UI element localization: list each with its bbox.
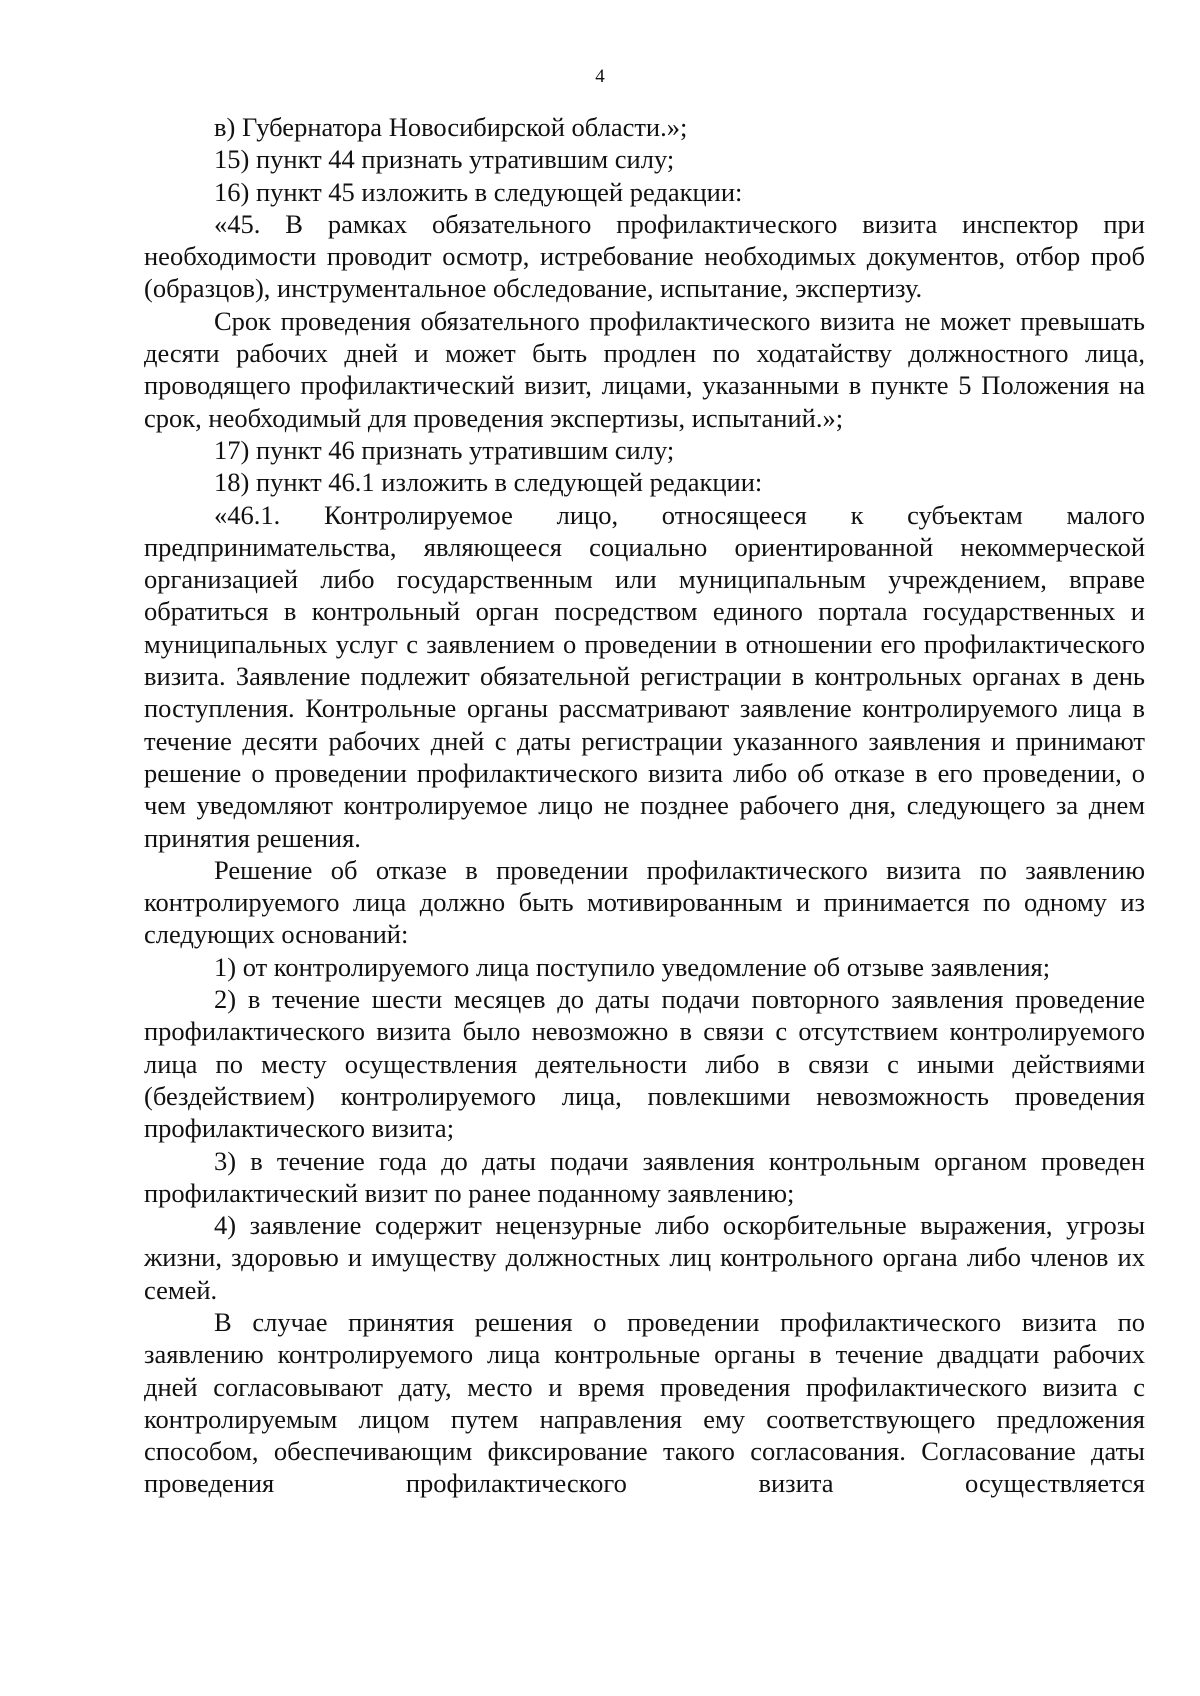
paragraph-item-v-governor: в) Губернатора Новосибирской области.»;	[214, 112, 688, 142]
page-number: 4	[595, 66, 605, 87]
document-body	[144, 111, 1145, 1500]
paragraph-ground-1: 1) от контролируемого лица поступило уведомление об отзыве заявления;	[214, 951, 1051, 982]
paragraph-ground-3: 3) в течение года до даты подачи заявления контрольным органом проведен профилактический визит по ранее поданному заявлению;	[144, 1145, 1145, 1208]
paragraph-refusal-decision: Решение об отказе в проведении профилактического визита по заявлению контролируемого лица должно быть мотивированным и принимается по одному из следующих оснований:	[144, 854, 1145, 950]
paragraph-item-17: 17) пункт 46 признать утратившим силу;	[214, 434, 675, 465]
paragraph-item-18: 18) пункт 46.1 изложить в следующей редакции:	[214, 467, 763, 498]
paragraph-ground-2: 2) в течение шести месяцев до даты подачи повторного заявления проведение профилактического визита было невозможно в связи с отсутствием контролируемого лица по месту осуществления деятельности либо в связи с иными действиями (бездействием) контролируемого лица, повлекшими невозможность проведения профилактического визита;	[144, 984, 1145, 1144]
paragraph-item-15: 15) пункт 44 признать утратившим силу;	[214, 144, 675, 175]
paragraph-visit-agreement: В случае принятия решения о проведении профилактического визита по заявлению контролируемого лица контрольные органы в течение двадцати рабочих дней согласовывают дату, место и время проведения профилактического визита с контролируемым лицом путем направления ему соответствующего предложения способом, обеспечивающим фиксирование такого согласования. Согласование даты проведения профилактического визита осуществляется	[144, 1306, 1145, 1499]
paragraph-clause-46-1: «46.1. Контролируемое лицо, относящееся к субъектам малого предпринимательства, являющееся социально ориентированной некоммерческой организацией либо государственным или муниципальным учреждением, вправе обратиться в контрольный орган посредством единого портала государственных и муниципальных услуг с заявлением о проведении в отношении его профилактического визита. Заявление подлежит обязательной регистрации в контрольных органах в день поступления. Контрольные органы рассматривают заявление контролируемого лица в течение десяти рабочих дней с даты регистрации указанного заявления и принимают решение о проведении профилактического визита либо об отказе в его проведении, о чем уведомляют контролируемое лицо не позднее рабочего дня, следующего за днем принятия решения.	[144, 499, 1145, 853]
paragraph-clause-45: «45. В рамках обязательного профилактического визита инспектор при необходимости проводит осмотр, истребование необходимых документов, отбор проб (образцов), инструментальное обследование, испытание, экспертизу.	[144, 208, 1145, 304]
paragraph-visit-duration: Срок проведения обязательного профилактического визита не может превышать десяти рабочих дней и может быть продлен по ходатайству должностного лица, проводящего профилактический визит, лицами, указанными в пункте 5 Положения на срок, необходимый для проведения экспертизы, испытаний.»;	[144, 305, 1145, 433]
paragraph-item-16: 16) пункт 45 изложить в следующей редакции:	[214, 176, 743, 207]
paragraph-ground-4: 4) заявление содержит нецензурные либо оскорбительные выражения, угрозы жизни, здоровью и имуществу должностных лиц контрольного органа либо членов их семей.	[144, 1210, 1145, 1305]
